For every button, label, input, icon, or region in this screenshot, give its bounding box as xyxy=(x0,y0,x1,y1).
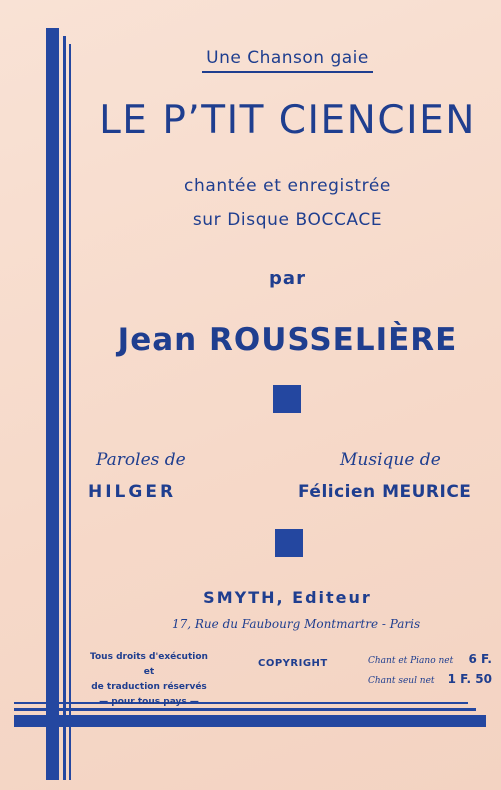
song-title: LE P’TIT CIENCIEN xyxy=(99,98,476,143)
music-by-label: Musique de xyxy=(340,450,441,470)
by-label: par xyxy=(269,268,306,289)
rights-line: — pour tous pays — xyxy=(99,697,199,707)
price-list xyxy=(368,650,492,690)
decorative-square-icon xyxy=(275,529,303,557)
publisher-name: SMYTH, Editeur xyxy=(203,588,372,607)
price-row xyxy=(368,650,492,670)
frame-horizontal-thin-bar xyxy=(14,702,468,704)
price-row xyxy=(368,670,492,690)
price-label: Chant et Piano net xyxy=(368,656,454,666)
recording-line-1: chantée et enregistrée xyxy=(184,176,391,196)
lyricist-name: HILGER xyxy=(88,482,177,502)
frame-vertical-thick-bar xyxy=(46,28,59,780)
song-subtitle-text: Une Chanson gaie xyxy=(202,48,373,73)
frame-horizontal-thick-bar xyxy=(14,715,486,727)
rights-notice xyxy=(84,650,214,710)
decorative-square-icon xyxy=(273,385,301,413)
frame-vertical-thin-bar xyxy=(63,36,66,780)
price-amount: 1 F. 50 xyxy=(447,672,492,686)
price-amount: 6 F. xyxy=(468,652,492,666)
singer-name: Jean ROUSSELIÈRE xyxy=(117,322,458,358)
rights-line: de traduction réservés xyxy=(91,682,207,692)
recording-line-2: sur Disque BOCCACE xyxy=(192,210,383,230)
song-subtitle xyxy=(80,48,495,68)
lyrics-by-label: Paroles de xyxy=(96,450,186,470)
price-label: Chant seul net xyxy=(368,676,435,686)
frame-vertical-thin-bar xyxy=(69,44,71,780)
copyright-label: COPYRIGHT xyxy=(258,658,328,669)
composer-name: Félicien MEURICE xyxy=(298,482,472,502)
publisher-address: 17, Rue du Faubourg Montmartre - Paris xyxy=(172,617,421,631)
rights-line: Tous droits d'exécution et xyxy=(90,652,208,677)
